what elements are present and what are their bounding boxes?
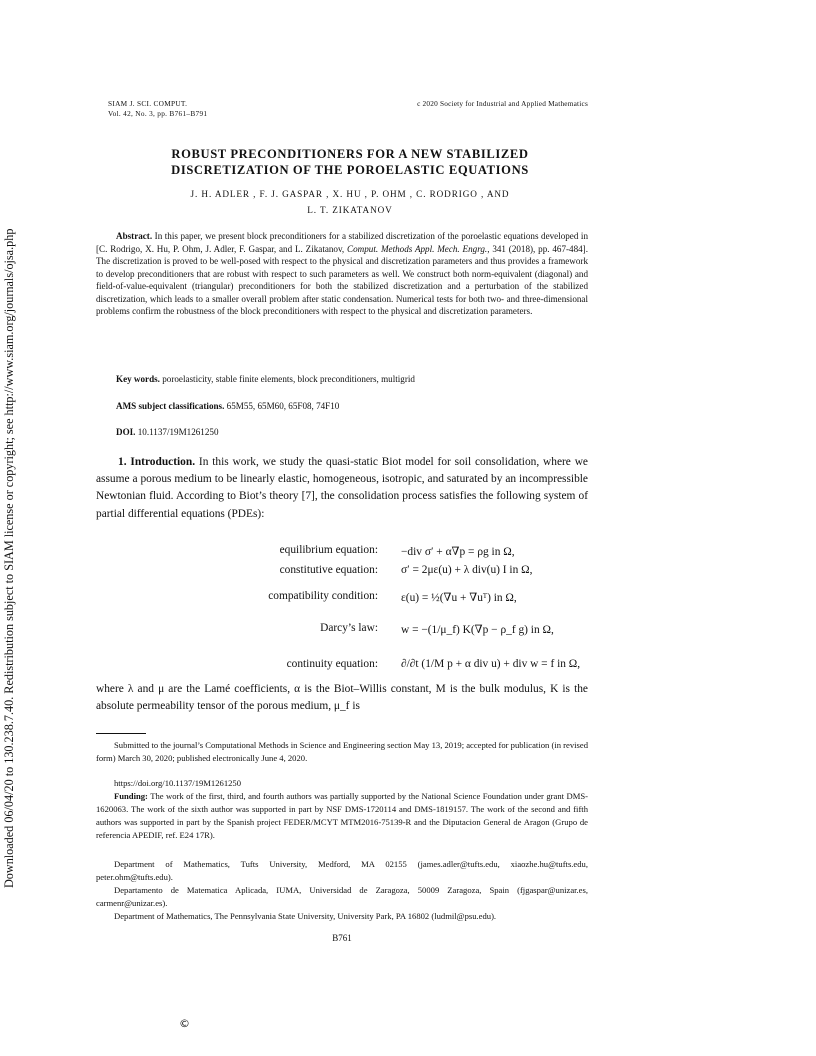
title-line-1: ROBUST PRECONDITIONERS FOR A NEW STABILIZED	[171, 147, 529, 161]
equation: ε(u) = ½(∇u + ∇uᵀ) in Ω,	[401, 592, 517, 604]
abstract-label: Abstract.	[116, 231, 153, 241]
affiliation-text: Departamento de Matematica Aplicada, IUMA, Universidad de Zaragoza, 50009 Zaragoza, Spain (fjgaspar@unizar.es, carmenr@unizar.es).	[96, 885, 588, 908]
section-heading: 1. Introduction.	[118, 456, 196, 468]
footnote-doi	[96, 777, 588, 790]
copyright-notice: c 2020 Society for Industrial and Applied Mathematics	[417, 99, 588, 108]
introduction	[96, 454, 588, 523]
equation: ∂/∂t (1/M p + α div u) + div w = f in Ω,	[401, 658, 581, 670]
where-paragraph: where λ and μ are the Lamé coefficients, α is the Biot–Willis constant, M is the bulk modulus, K is the absolute permeability tensor of the porous medium, μ_f is	[96, 683, 588, 713]
authors-line-2: L. T. ZIKATANOV	[307, 205, 393, 215]
keywords	[96, 374, 588, 384]
copyright-icon: ©	[179, 1017, 190, 1030]
equation-label: constitutive equation:	[279, 564, 378, 576]
intro-text: In this work, we study the quasi-static Biot model for soil consolidation, where we assume a porous medium to be linearly elastic, homogeneous, isotropic, and saturated by an incompressible Newtonian fluid. According to Biot’s theory [7], the consolidation process satisfies the following system of partial differential equations (PDEs):	[96, 456, 588, 520]
equation: w = −(1/μ_f) K(∇p − ρ_f g) in Ω,	[401, 624, 554, 636]
equation-row	[96, 658, 588, 682]
equation-label: equilibrium equation:	[279, 544, 378, 556]
footnote-submitted	[96, 739, 588, 765]
equation-row	[96, 622, 588, 646]
author-list	[108, 186, 592, 218]
download-stamp: Downloaded 06/04/20 to 130.238.7.40. Redistribution subject to SIAM license or copyright; see http://www.siam.org/journals/ojsa.php	[2, 228, 16, 888]
equation-row	[96, 590, 588, 614]
footnote-affiliation-2	[96, 884, 588, 910]
abstract-journal: Comput. Methods Appl. Mech. Engrg.	[347, 243, 488, 254]
abstract-text-pre: In this paper, we present block preconditioners for a stabilized discretization of the poroelastic equations developed in [C. Rodrigo, X. Hu, P. Ohm, J. Adler, F. Gaspar, and L. Zikatanov,	[96, 231, 588, 254]
footnote-funding	[96, 790, 588, 842]
funding-text: The work of the first, third, and fourth authors was partially supported by the National Science Foundation under grant DMS-1620063. The work of the sixth author was supported in part by NSF DMS-1720114 and DMS-1819157. The work of the second and fifth authors was supported in part by the Spanish project FEDER/MCYT MTM2016-75139-R and the Diputacion General de Aragon (Grupo de referencia APEDIF, ref. E24 17R).	[96, 791, 588, 840]
abstract	[96, 230, 588, 318]
keywords-text: poroelasticity, stable finite elements, block preconditioners, multigrid	[162, 374, 415, 384]
ams-label: AMS subject classifications.	[116, 401, 225, 411]
ams-text: 65M55, 65M60, 65F08, 74F10	[226, 401, 340, 411]
footnote-affiliation-3	[96, 910, 588, 923]
equation: σ′ = 2με(u) + λ div(u) I in Ω,	[401, 564, 533, 576]
affiliation-text: Department of Mathematics, The Pennsylvania State University, University Park, PA 16802 (ludmil@psu.edu).	[114, 911, 497, 921]
footnote-divider	[96, 733, 146, 734]
paper-title	[108, 147, 592, 178]
funding-label: Funding:	[114, 791, 148, 801]
footnote-affiliation-1	[96, 858, 588, 884]
equation-label: compatibility condition:	[268, 590, 378, 602]
doi-text: 10.1137/19M1261250	[137, 427, 219, 437]
doi-label: DOI.	[116, 427, 136, 437]
submitted-text: Submitted to the journal’s Computational Methods in Science and Engineering section May 13, 2019; accepted for publication (in revised form) March 30, 2020; published electronically June 4, 2020.	[96, 740, 588, 763]
title-line-2: DISCRETIZATION OF THE POROELASTIC EQUATIONS	[171, 162, 529, 177]
equation-label: Darcy’s law:	[320, 622, 378, 634]
equation: −div σ′ + α∇p = ρg in Ω,	[401, 546, 515, 558]
authors-line-1: J. H. ADLER , F. J. GASPAR , X. HU , P. OHM , C. RODRIGO , AND	[190, 189, 510, 199]
journal-name: SIAM J. SCI. COMPUT.	[108, 99, 188, 108]
keywords-label: Key words.	[116, 374, 160, 384]
ams-classifications	[96, 401, 588, 411]
doi	[96, 427, 588, 437]
journal-volume: Vol. 42, No. 3, pp. B761–B791	[108, 109, 208, 118]
affiliation-text: Department of Mathematics, Tufts University, Medford, MA 02155 (james.adler@tufts.edu, xiaozhe.hu@tufts.edu, peter.ohm@tufts.edu).	[96, 859, 588, 882]
equation-label: continuity equation:	[286, 658, 378, 670]
doi-link[interactable]: https://doi.org/10.1137/19M1261250	[114, 778, 242, 788]
equation-row	[96, 564, 588, 588]
journal-info	[108, 99, 207, 119]
page-number: B761	[332, 933, 352, 943]
abstract-text-post: , 341 (2018), pp. 467-484]. The discretization is proved to be well-posed with respect to the physical and discretization parameters and thus provides a framework to develop preconditioners that are robust with respect to such parameters as well. We construct both norm-equivalent (diagonal) and field-of-value-equivalent (triangular) preconditioners for both the stabilized discretization and a perturbation of the stabilized discretization, which leads to a smaller overall problem after static condensation. Numerical tests for both two- and three-dimensional problems confirm the robustness of the block preconditioners with respect to the physical and discretization parameters.	[96, 243, 588, 316]
